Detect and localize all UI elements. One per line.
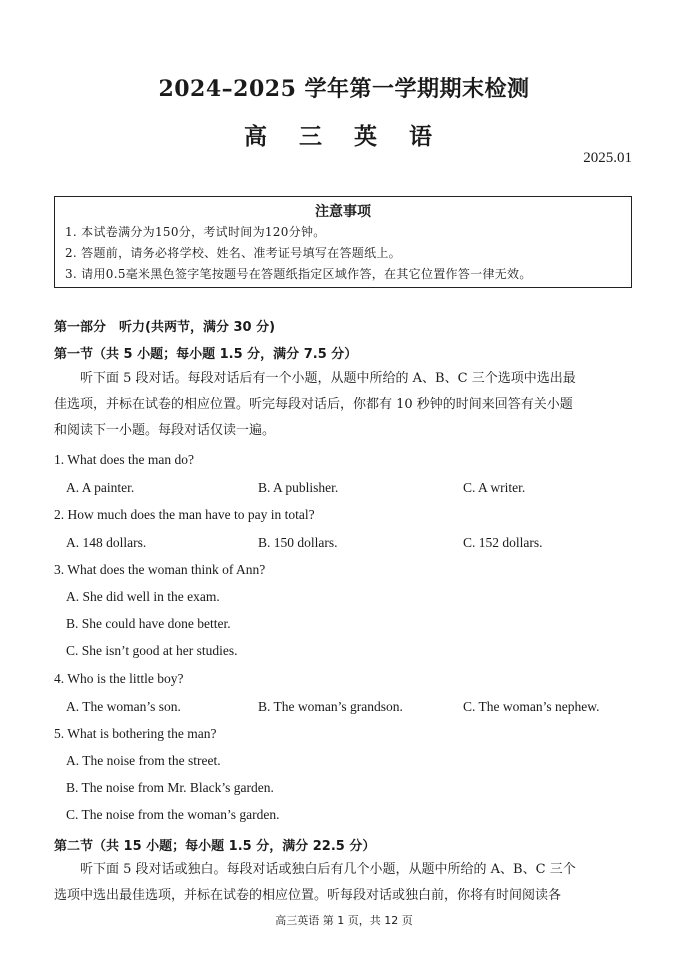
q3-option-a: A. She did well in the exam. bbox=[66, 589, 220, 604]
question-5: 5. What is bothering the man? bbox=[54, 726, 217, 741]
q4-option-c: C. The woman’s nephew. bbox=[463, 699, 600, 714]
q5-option-c: C. The noise from the woman’s garden. bbox=[66, 807, 280, 822]
section1-instructions-line: 听下面 5 段对话。每段对话后有一个小题，从题中所给的 A、B、C 三个选项中选出最 bbox=[80, 371, 576, 386]
q4-option-a: A. The woman’s son. bbox=[66, 699, 181, 714]
q5-option-a: A. The noise from the street. bbox=[66, 753, 221, 768]
question-1: 1. What does the man do? bbox=[54, 452, 194, 467]
section2-instructions-line: 选项中选出最佳选项，并标在试卷的相应位置。听每段对话或独白前，你将有时间阅读各 bbox=[54, 888, 562, 903]
notice-item-1: 1. 本试卷满分为150分，考试时间为120分钟。 bbox=[65, 225, 326, 239]
q2-option-b: B. 150 dollars. bbox=[258, 535, 338, 550]
section1-instructions-line: 佳选项，并标在试卷的相应位置。听完每段对话后，你都有 10 秒钟的时间来回答有关小题 bbox=[54, 397, 573, 412]
question-2: 2. How much does the man have to pay in total? bbox=[54, 507, 315, 522]
section2-instructions bbox=[54, 857, 634, 909]
exam-subject: 高 三 英 语 bbox=[243, 123, 445, 150]
notice-title: 注意事项 bbox=[315, 204, 371, 220]
q3-option-b: B. She could have done better. bbox=[66, 616, 231, 631]
q5-option-b: B. The noise from Mr. Black’s garden. bbox=[66, 780, 274, 795]
notice-item-2: 2. 答题前，请务必将学校、姓名、准考证号填写在答题纸上。 bbox=[65, 246, 401, 260]
notice-item-3: 3. 请用0.5毫米黑色签字笔按题号在答题纸指定区域作答，在其它位置作答一律无效。 bbox=[65, 267, 532, 281]
q1-option-a: A. A painter. bbox=[66, 480, 135, 495]
question-3: 3. What does the woman think of Ann? bbox=[54, 562, 266, 577]
notice-box bbox=[54, 196, 632, 288]
question-4: 4. Who is the little boy? bbox=[54, 671, 184, 686]
section2-instructions-line: 听下面 5 段对话或独白。每段对话或独白后有几个小题，从题中所给的 A、B、C 三个 bbox=[80, 862, 576, 877]
q3-option-c: C. She isn’t good at her studies. bbox=[66, 643, 238, 658]
part1-heading: 第一部分 听力(共两节，满分 30 分) bbox=[54, 320, 276, 335]
q1-option-c: C. A writer. bbox=[463, 480, 526, 495]
section2-heading: 第二节（共 15 小题；每小题 1.5 分，满分 22.5 分） bbox=[54, 839, 376, 854]
q1-option-b: B. A publisher. bbox=[258, 480, 339, 495]
q4-option-b: B. The woman’s grandson. bbox=[258, 699, 403, 714]
exam-date: 2025.01 bbox=[583, 150, 632, 166]
section1-heading: 第一节（共 5 小题；每小题 1.5 分，满分 7.5 分） bbox=[54, 347, 358, 362]
q2-option-c: C. 152 dollars. bbox=[463, 535, 543, 550]
section1-instructions-line: 和阅读下一小题。每段对话仅读一遍。 bbox=[54, 423, 276, 438]
section1-instructions bbox=[54, 366, 634, 444]
page-footer: 高三英语 第 1 页，共 12 页 bbox=[275, 914, 413, 927]
q2-option-a: A. 148 dollars. bbox=[66, 535, 147, 550]
exam-title: 2024–2025 学年第一学期期末检测 bbox=[158, 76, 530, 102]
